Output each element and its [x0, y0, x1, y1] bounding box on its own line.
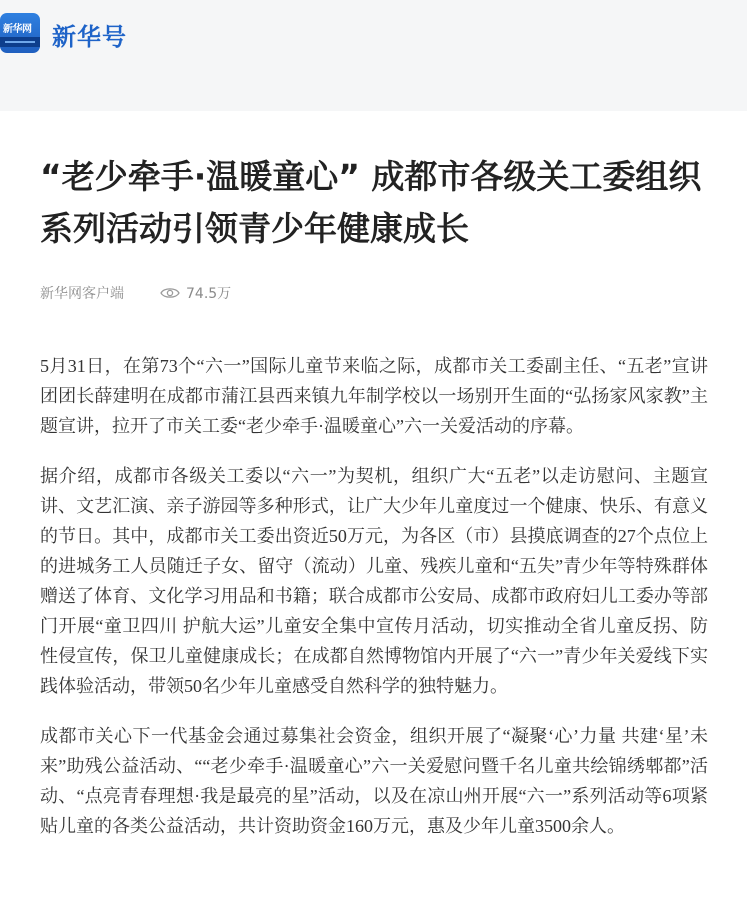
paragraph: 5月31日，在第73个“六一”国际儿童节来临之际，成都市关工委副主任、“五老”宣讲团团长薛建明在成都市蒲江县西来镇九年制学校以一场别开生面的“弘扬家风家教”主题宣讲，拉开了市关工委“老少牵手·温暖童心”六一关爱活动的序幕。: [40, 356, 708, 436]
article-card: [0, 111, 747, 910]
article-source: 新华网客户端: [40, 286, 124, 302]
logo-text: 新华网: [3, 24, 32, 35]
brand-name[interactable]: 新华号: [52, 23, 127, 51]
paragraph: 据介绍，成都市各级关工委以“六一”为契机，组织广大“五老”以走访慰问、主题宣讲、文艺汇演、亲子游园等多种形式，让广大少年儿童度过一个健康、快乐、有意义的节日。其中，成都市关工委出资近50万元，为各区（市）县摸底调查的27个点位上的进城务工人员随迁子女、留守（流动）儿童、残疾儿童和“五失”青少年等特殊群体赠送了体育、文化学习用品和书籍；联合成都市公安局、成都市政府妇儿工委办等部门开展“童卫四川 护航大运”儿童安全集中宣传月活动，切实推动全省儿童反拐、防性侵宣传，保卫儿童健康成长；在成都自然博物馆内开展了“六一”青少年关爱线下实践体验活动，带领50名少年儿童感受自然科学的独特魅力。: [40, 466, 708, 696]
article-meta: [40, 281, 231, 305]
article-body: [40, 351, 708, 861]
view-count: 74.5万: [186, 286, 232, 302]
paragraph: 成都市关心下一代基金会通过募集社会资金，组织开展了“凝聚‘心’力量 共建‘星’未来”助残公益活动、““老少牵手·温暖童心”六一关爱慰问暨千名儿童共绘锦绣郫都”活动、“点亮青春理想·我是最亮的星”活动，以及在凉山州开展“六一”系列活动等6项紧贴儿童的各类公益活动，共计资助资金160万元，惠及少年儿童3500余人。: [40, 726, 708, 836]
eye-icon: [160, 286, 180, 300]
xinhua-logo[interactable]: [0, 13, 40, 53]
article-title: “老少牵手·温暖童心” 成都市各级关工委组织系列活动引领青少年健康成长: [40, 157, 702, 248]
top-bar: [0, 0, 747, 80]
logo-band: [0, 37, 40, 47]
